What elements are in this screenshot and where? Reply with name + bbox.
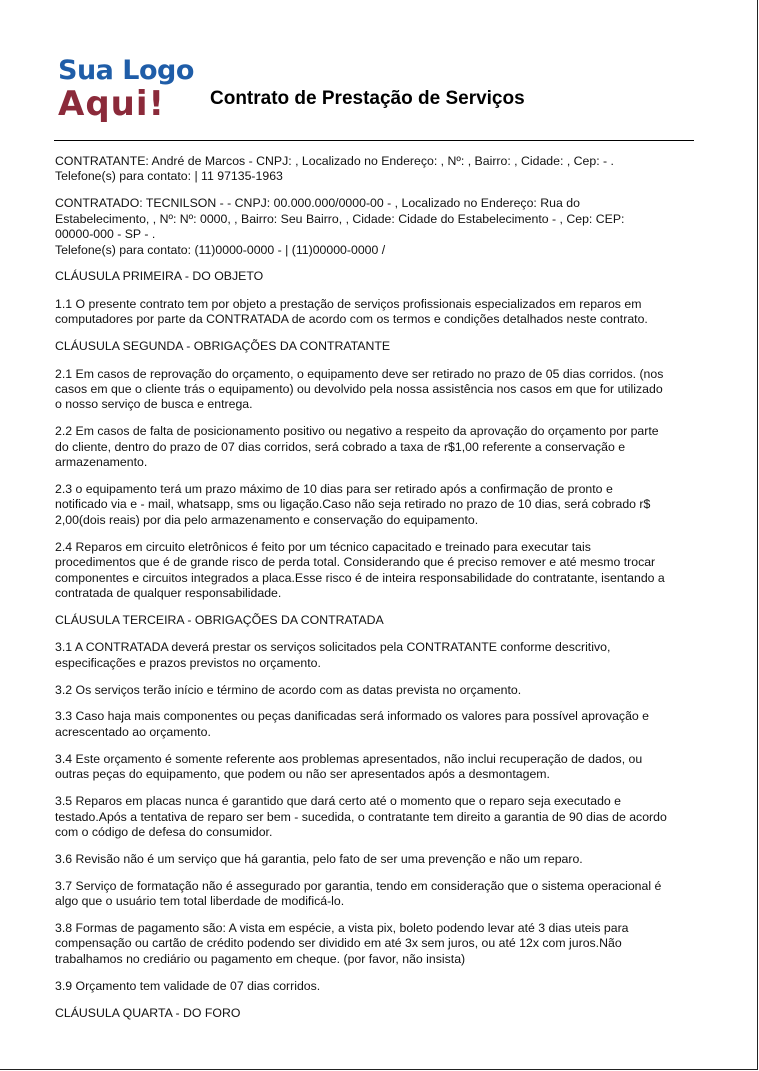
text-line: CONTRATANTE: André de Marcos - CNPJ: , Localizado no Endereço: , Nº: , Bairro: , Cidade: , Cep: - . xyxy=(55,154,614,168)
text-line: 3.3 Caso haja mais componentes ou peças danificadas será informado os valores para possível aprovação e xyxy=(55,709,650,724)
text-line: 00000-000 - SP - . xyxy=(55,227,156,242)
text-line: 3.5 Reparos em placas nunca é garantido que dará certo até o momento que o reparo seja executado e xyxy=(55,794,622,809)
contract-paragraph xyxy=(55,482,695,528)
text-line: 2.2 Em casos de falta de posicionamento positivo ou negativo a respeito da aprovação do orçamento por parte xyxy=(55,424,659,439)
text-line: 3.4 Este orçamento é somente referente aos problemas apresentados, não inclui recuperação de dados, ou xyxy=(55,751,643,766)
contract-paragraph xyxy=(55,752,695,783)
text-line: CONTRATADO: TECNILSON - - CNPJ: 00.000.000/0000-00 - , Localizado no Endereço: Rua do xyxy=(55,196,580,211)
text-line: 2.1 Em casos de reprovação do orçamento, o equipamento deve ser retirado no prazo de 05 dias corridos. (nos xyxy=(55,366,664,381)
logo-text-bottom: Aqui! xyxy=(58,84,166,124)
contract-paragraph xyxy=(55,709,695,740)
text-line: 3.8 Formas de pagamento são: A vista em espécie, a vista pix, boleto podendo levar até 3 dias uteis para xyxy=(55,921,629,936)
clause-heading xyxy=(55,269,695,284)
contract-paragraph xyxy=(55,879,695,910)
text-line: 2.3 o equipamento terá um prazo máximo de 10 dias para ser retirado após a confirmação de pronto e xyxy=(55,482,613,496)
text-line: Estabelecimento, , Nº: Nº: 0000, , Bairro: Seu Bairro, , Cidade: Cidade do Estabelecimento - , Cep: CEP: xyxy=(55,211,625,226)
text-line: 3.9 Orçamento tem validade de 07 dias corridos. xyxy=(55,978,321,993)
contract-paragraph xyxy=(55,794,695,840)
text-line: algo que o usuário tem total liberdade de modificá-lo. xyxy=(55,894,345,909)
text-line: compensação ou cartão de crédito podendo ser dividido em até 3x sem juros, ou até 12x com juros.Não xyxy=(55,936,622,951)
contract-paragraph xyxy=(55,640,695,671)
clause-heading xyxy=(55,339,695,354)
text-line: 3.6 Revisão não é um serviço que há garantia, pelo fato de ser uma prevenção e não um reparo. xyxy=(55,851,583,866)
clause-heading xyxy=(55,613,695,628)
text-line: trabalhamos no crediário ou pagamento em cheque. (por favor, não insista) xyxy=(55,951,466,966)
text-line: casos em que o cliente trás o equipamento) ou devolvido pela nossa assistência nos casos em que for utilizado xyxy=(55,381,663,396)
text-line: 2.4 Reparos em circuito eletrônicos é feito por um técnico capacitado e treinado para executar tais xyxy=(55,539,591,554)
logo-text-top: Sua Logo xyxy=(58,55,194,86)
text-line: especificações e prazos previstos no orçamento. xyxy=(55,655,321,670)
contract-paragraph xyxy=(55,921,695,967)
contract-paragraph xyxy=(55,154,695,185)
text-line: CLÁUSULA SEGUNDA - OBRIGAÇÕES DA CONTRATANTE xyxy=(55,339,391,354)
contract-paragraph xyxy=(55,196,695,258)
company-logo xyxy=(58,56,208,122)
clause-heading xyxy=(55,1006,695,1021)
text-line: computadores por parte da CONTRATADA de acordo com os termos e condições detalhados neste contrato. xyxy=(55,312,648,327)
contract-paragraph xyxy=(55,540,695,602)
contract-body xyxy=(55,154,695,1033)
text-line: testado.Após a tentativa de reparo ser bem - sucedida, o contratante tem direito a garantia de 90 dias de acordo xyxy=(55,809,667,824)
contract-paragraph xyxy=(55,297,695,328)
text-line: do cliente, dentro do prazo de 07 dias corridos, será cobrado a taxa de r$1,00 referente a conservação e xyxy=(55,439,626,454)
text-line: o nosso serviço de busca e entrega. xyxy=(55,397,253,412)
text-line: procedimentos que é de grande risco de perda total. Considerando que é preciso remover e até mesmo trocar xyxy=(55,555,656,570)
contract-paragraph xyxy=(55,852,695,867)
text-line: notificado via e - mail, whatsapp, sms ou ligação.Caso não seja retirado no prazo de 10 dias, será cobrado r$ xyxy=(55,497,651,512)
contract-paragraph xyxy=(55,683,695,698)
text-line: CLÁUSULA QUARTA - DO FORO xyxy=(55,1005,241,1020)
text-line: 3.1 A CONTRATADA deverá prestar os serviços solicitados pela CONTRATANTE conforme descritivo, xyxy=(55,640,611,655)
text-line: 3.7 Serviço de formatação não é assegurado por garantia, tendo em consideração que o sistema operacional é xyxy=(55,878,662,893)
header-divider xyxy=(54,140,694,141)
text-line: contratada de qualquer responsabilidade. xyxy=(55,585,282,600)
text-line: CLÁUSULA TERCEIRA - OBRIGAÇÕES DA CONTRATADA xyxy=(55,612,384,627)
text-line: Telefone(s) para contato: | 11 97135-1963 xyxy=(55,169,283,184)
contract-paragraph xyxy=(55,424,695,470)
text-line: armazenamento. xyxy=(55,455,148,470)
text-line: Telefone(s) para contato: (11)0000-0000 - | (11)00000-0000 / xyxy=(55,242,386,257)
text-line: 3.2 Os serviços terão início e término de acordo com as datas prevista no orçamento. xyxy=(55,682,522,697)
text-line: acrescentado ao orçamento. xyxy=(55,724,211,739)
text-line: componentes e circuitos integrados a placa.Esse risco é de inteira responsabilidade do contratante, isentando a xyxy=(55,570,665,585)
text-line: CLÁUSULA PRIMEIRA - DO OBJETO xyxy=(55,269,264,284)
contract-paragraph xyxy=(55,979,695,994)
text-line: 1.1 O presente contrato tem por objeto a prestação de serviços profissionais especializados em reparos em xyxy=(55,296,642,311)
document-title: Contrato de Prestação de Serviços xyxy=(210,88,525,109)
text-line: outras peças do equipamento, que podem ou não ser apresentados após a desmontagem. xyxy=(55,767,550,782)
text-line: 2,00(dois reais) por dia pelo armazenamento e conservação do equipamento. xyxy=(55,512,479,527)
text-line: com o código de defesa do consumidor. xyxy=(55,824,273,839)
contract-paragraph xyxy=(55,367,695,413)
